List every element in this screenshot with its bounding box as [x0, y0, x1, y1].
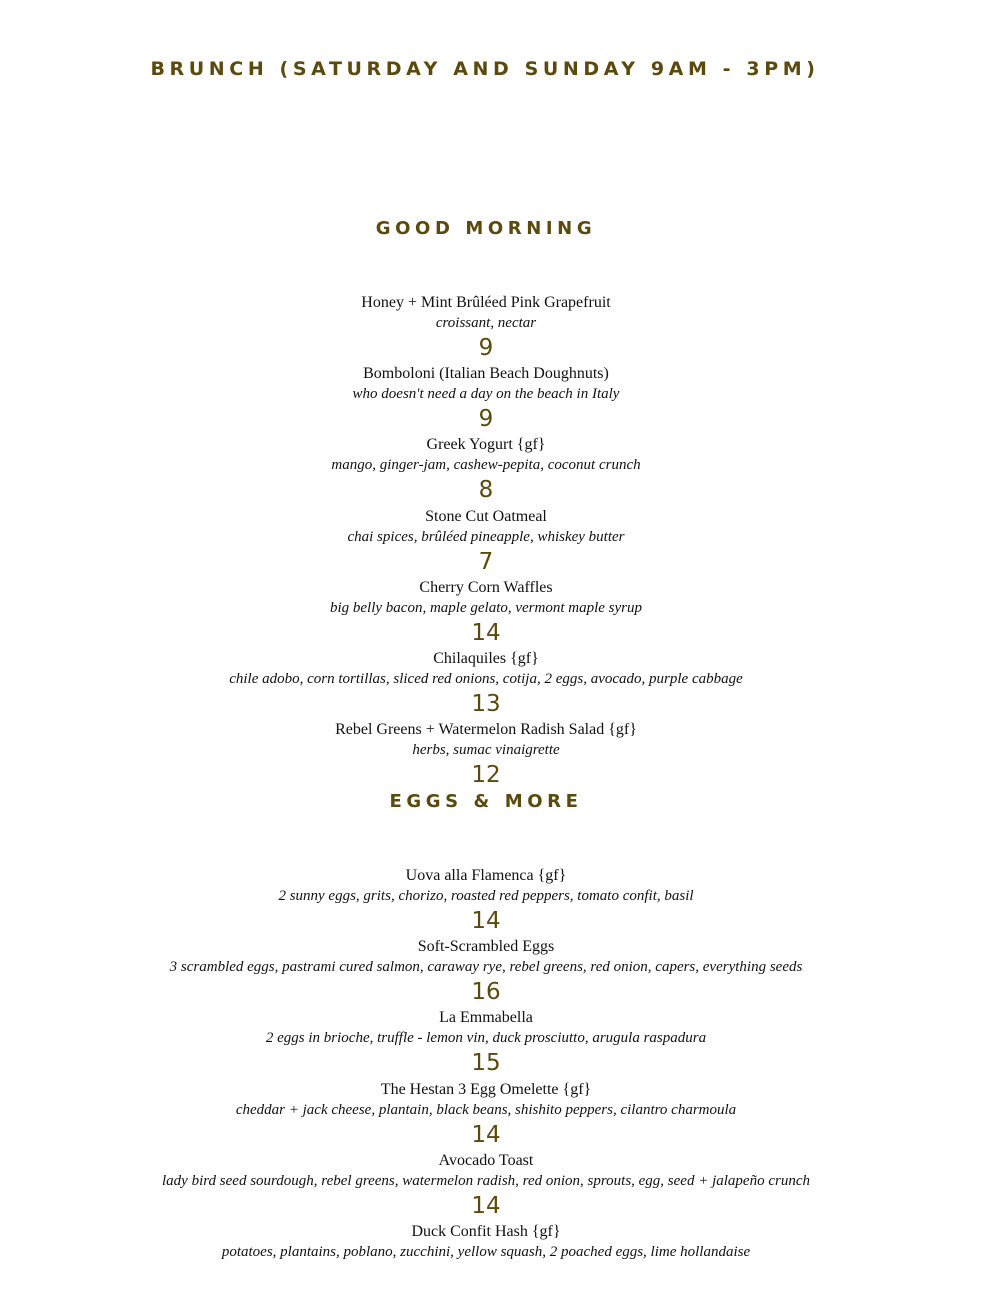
menu-item — [0, 577, 972, 648]
item-description: potatoes, plantains, poblano, zucchini, yellow squash, 2 poached eggs, lime hollandaise — [221, 1243, 751, 1260]
menu-title: BRUNCH (SATURDAY AND SUNDAY 9AM - 3PM) — [150, 58, 820, 80]
item-name: Uova alla Flamenca {gf} — [405, 867, 567, 884]
item-description: 3 scrambled eggs, pastrami cured salmon, caraway rye, rebel greens, red onion, capers, everything seeds — [169, 959, 803, 976]
item-price: 14 — [471, 619, 501, 646]
menu-item — [0, 292, 972, 363]
item-description: lady bird seed sourdough, rebel greens, watermelon radish, red onion, sprouts, egg, seed + jalapeño crunch — [162, 1172, 810, 1189]
item-price: 7 — [478, 548, 494, 575]
menu-item — [0, 719, 972, 790]
menu-item — [0, 1221, 972, 1292]
eggs-and-more-items — [0, 865, 972, 1292]
item-description: who doesn't need a day on the beach in Italy — [352, 386, 620, 403]
menu-item-list — [0, 865, 972, 1292]
menu-item — [0, 434, 972, 505]
item-name: Greek Yogurt {gf} — [426, 436, 546, 454]
item-name: Rebel Greens + Watermelon Radish Salad {gf} — [335, 721, 637, 739]
section-good-morning — [0, 216, 972, 242]
good-morning-items — [0, 292, 972, 790]
item-price: 14 — [471, 908, 501, 934]
item-price: 14 — [471, 1121, 501, 1148]
menu-item — [0, 1150, 972, 1221]
item-description: herbs, sumac vinaigrette — [412, 742, 560, 759]
item-name: Honey + Mint Brûléed Pink Grapefruit — [361, 294, 611, 311]
section-eggs-and-more — [0, 789, 972, 815]
item-description: 2 sunny eggs, grits, chorizo, roasted red peppers, tomato confit, basil — [278, 888, 694, 904]
menu-item — [0, 936, 972, 1007]
item-name: Soft-Scrambled Eggs — [417, 938, 555, 956]
menu-item — [0, 648, 972, 719]
item-description: 2 eggs in brioche, truffle - lemon vin, duck prosciutto, arugula raspadura — [265, 1030, 707, 1047]
menu-item — [0, 506, 972, 577]
item-name: Duck Confit Hash {gf} — [411, 1222, 561, 1240]
item-description: croissant, nectar — [435, 315, 537, 331]
item-price: 12 — [471, 762, 501, 789]
item-price: 13 — [471, 690, 501, 717]
menu-item-list — [0, 292, 972, 790]
item-name: Avocado Toast — [438, 1151, 534, 1169]
item-description: mango, ginger-jam, cashew-pepita, coconut crunch — [331, 457, 641, 474]
item-description: cheddar + jack cheese, plantain, black beans, shishito peppers, cilantro charmoula — [235, 1101, 737, 1118]
menu-item — [0, 363, 972, 434]
section-title: GOOD MORNING — [375, 218, 597, 239]
item-price: 9 — [478, 406, 494, 433]
item-description: chai spices, brûléed pineapple, whiskey butter — [347, 528, 625, 545]
item-description: chile adobo, corn tortillas, sliced red onions, cotija, 2 eggs, avocado, purple cabbage — [229, 670, 743, 687]
item-price: 15 — [471, 1050, 501, 1077]
item-name: Bomboloni (Italian Beach Doughnuts) — [363, 365, 609, 383]
item-name: La Emmabella — [439, 1009, 533, 1027]
item-name: Chilaquiles {gf} — [433, 649, 539, 667]
item-price: 16 — [471, 979, 501, 1006]
item-price: 8 — [478, 477, 494, 504]
menu-item — [0, 1079, 972, 1150]
menu-item — [0, 865, 972, 936]
section-title: EGGS & MORE — [389, 791, 583, 812]
item-description: big belly bacon, maple gelato, vermont maple syrup — [329, 599, 643, 616]
item-price: 14 — [471, 1192, 501, 1219]
item-price: 9 — [478, 335, 494, 361]
item-name: The Hestan 3 Egg Omelette {gf} — [380, 1080, 592, 1098]
item-name: Stone Cut Oatmeal — [425, 507, 547, 525]
item-name: Cherry Corn Waffles — [419, 578, 553, 596]
menu-item — [0, 1007, 972, 1078]
